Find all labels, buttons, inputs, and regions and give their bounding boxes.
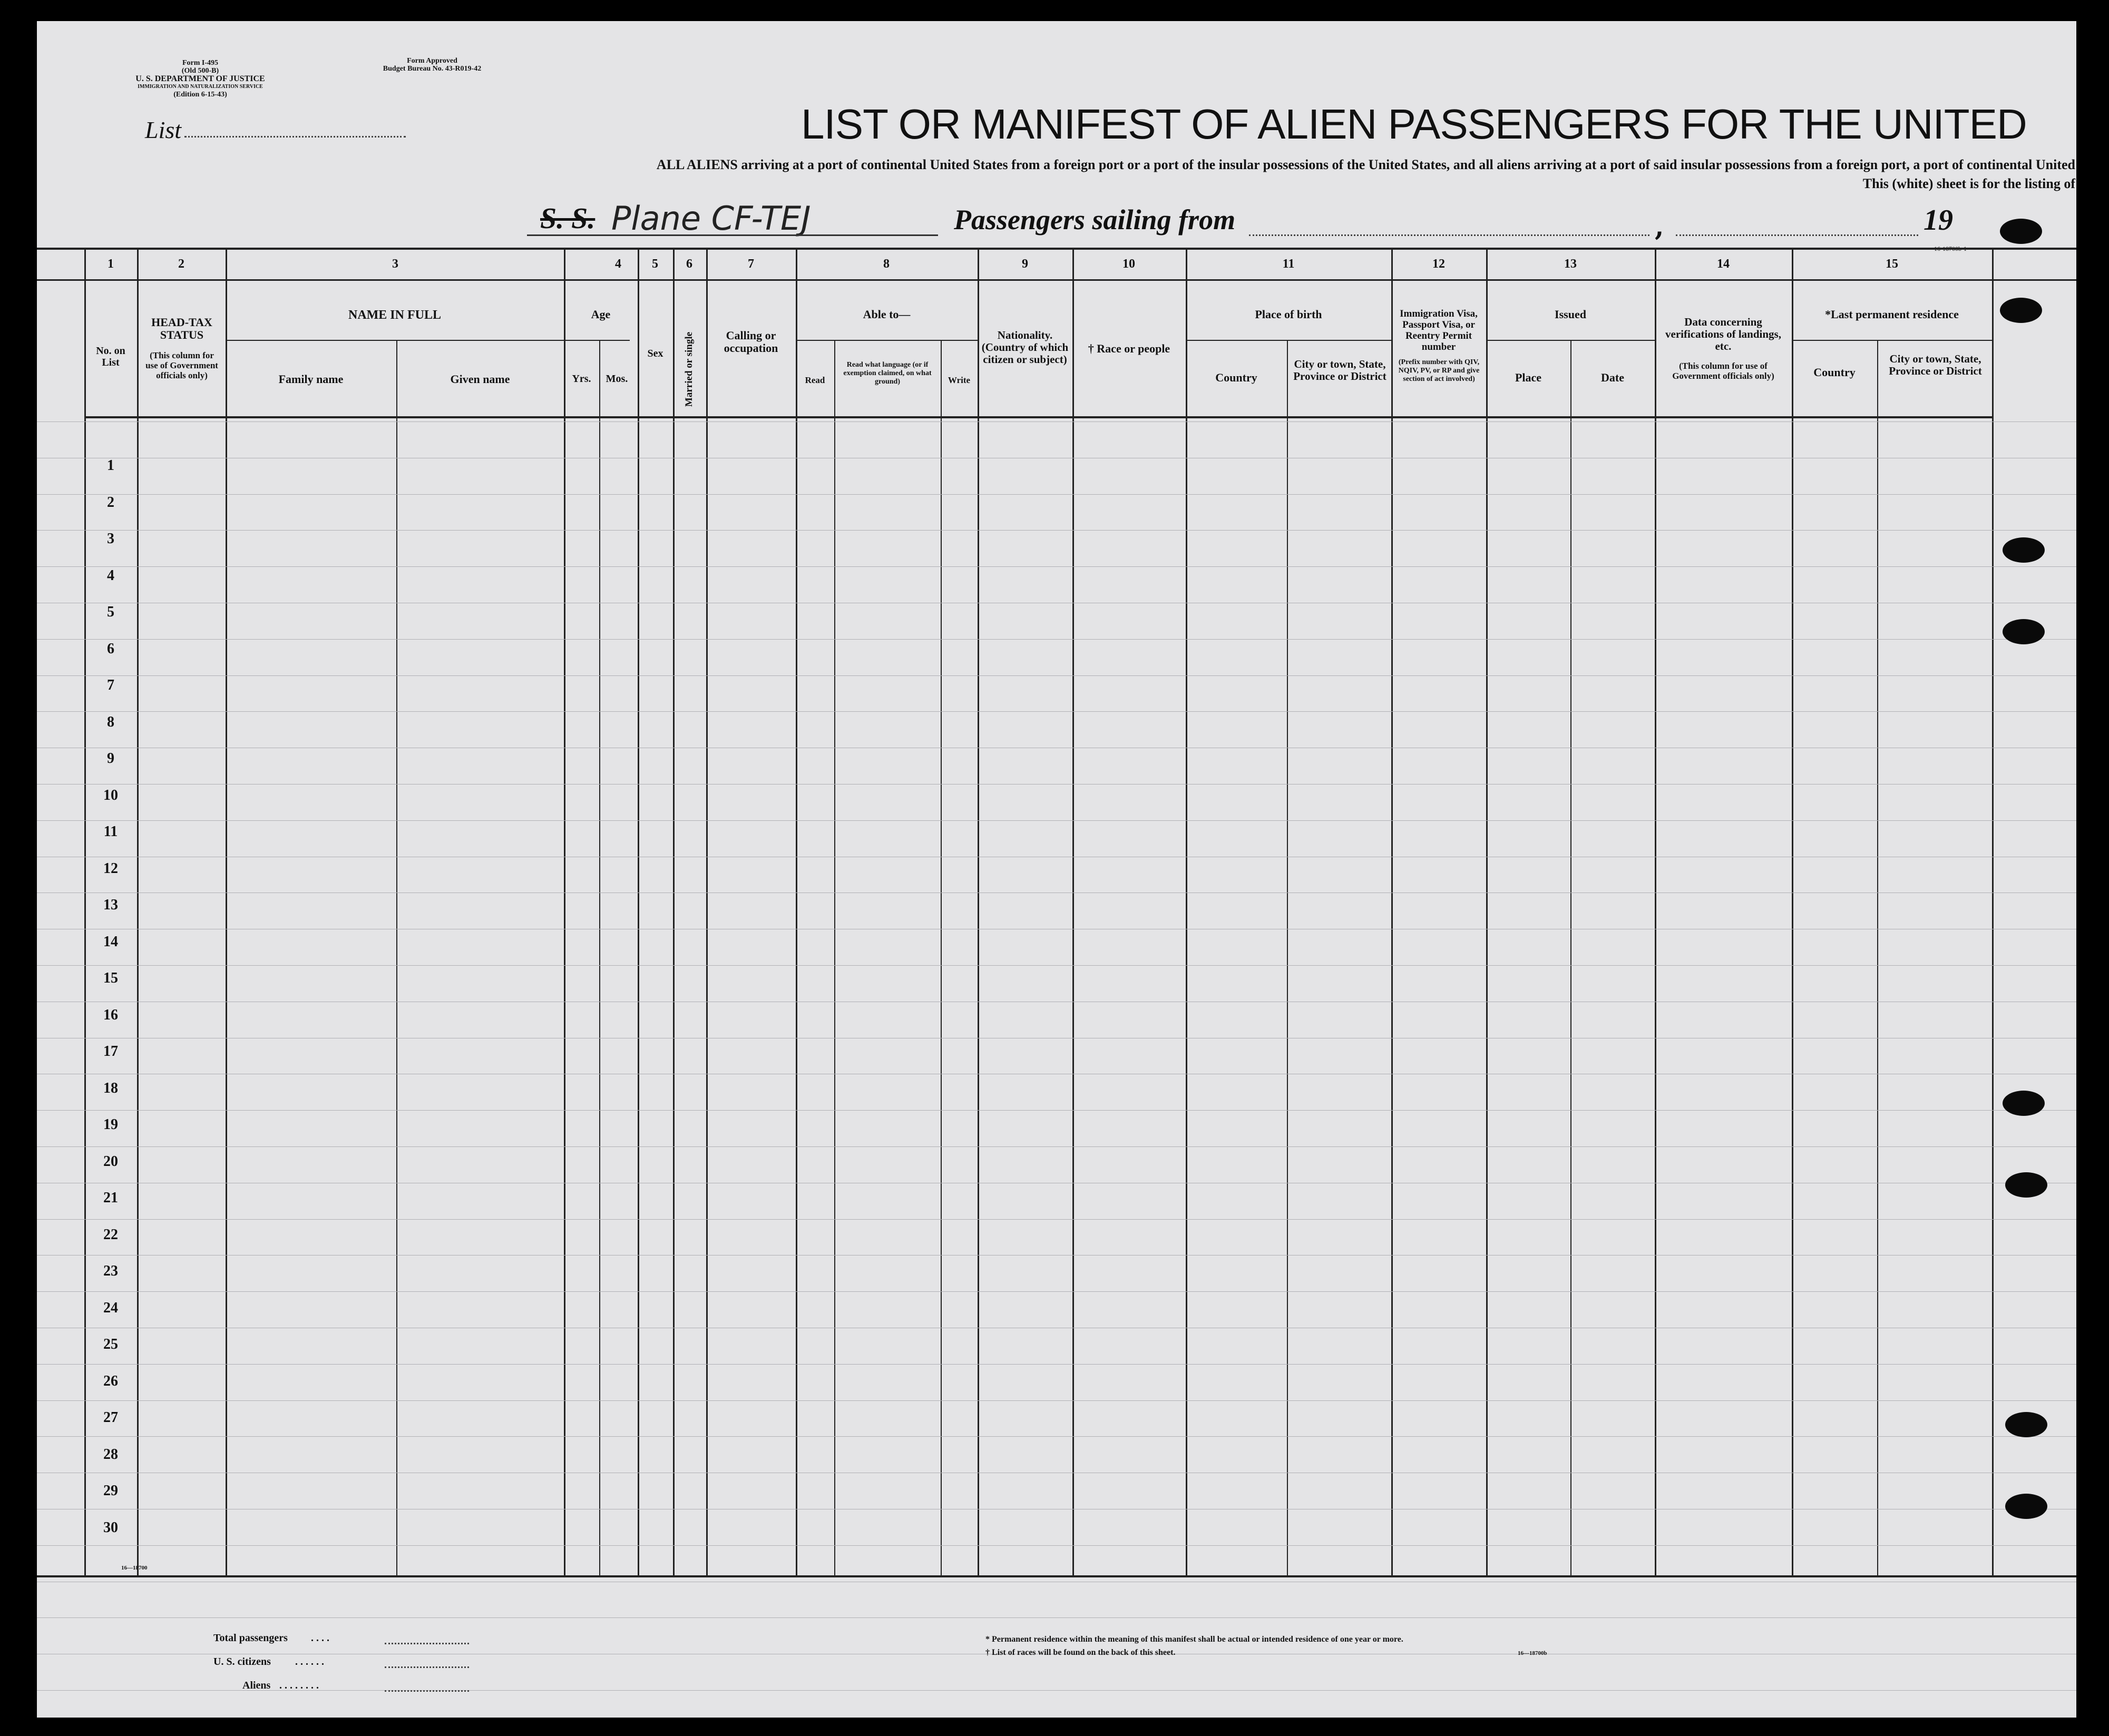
row-number: 18 (103, 1080, 118, 1096)
header-pob-country: Country (1215, 371, 1257, 384)
approval-info (364, 57, 501, 73)
page-title: LIST OR MANIFEST OF ALIEN PASSENGERS FOR THE UNITED (801, 101, 2027, 148)
sailing-from-field[interactable] (1249, 234, 1649, 236)
row-number: 9 (107, 750, 114, 767)
vessel-name-handwritten[interactable]: Plane CF-TEJ (611, 199, 811, 238)
row-number: 7 (107, 677, 114, 693)
manifest-sheet (37, 21, 2076, 1718)
colnum-bottom-border (37, 279, 2076, 281)
budget-text: Budget Bureau No. 43-R019-42 (383, 65, 482, 73)
us-citizens-field[interactable] (385, 1666, 469, 1668)
ruled-line (37, 1545, 2076, 1546)
header-data-concerning: Data concerning verifications of landings, etc. (1665, 316, 1781, 352)
subcolumn-divider (941, 340, 942, 1575)
row-number: 3 (107, 531, 114, 547)
ruled-line (37, 530, 2076, 531)
header-top-border (37, 248, 2076, 250)
total-passengers-label: Total passengers (213, 1632, 288, 1644)
footnote-residence: * Permanent residence within the meaning of this manifest shall be actual or intended residence of one year or more. (985, 1635, 1403, 1644)
row-number: 22 (103, 1226, 118, 1243)
column-divider (564, 248, 565, 1575)
pob-sub-line (1186, 340, 1391, 341)
ruled-line (37, 421, 2076, 422)
header-last-residence: *Last permanent residence (1825, 308, 1959, 321)
bottom-code: 16—18700 (121, 1565, 148, 1571)
header-bottom-border (84, 416, 1992, 418)
row-number: 24 (103, 1299, 118, 1316)
lr-sub-line (1792, 340, 1992, 341)
header-issued: Issued (1555, 308, 1586, 321)
table-bottom-border (37, 1575, 2076, 1577)
punch-hole-2 (2000, 298, 2042, 323)
punch-hole-3 (2003, 537, 2045, 563)
able-sub-line (796, 340, 978, 341)
aliens-field[interactable] (385, 1690, 469, 1692)
dots-3: . . . . . . . . (279, 1680, 319, 1691)
header-head-tax: HEAD-TAX STATUS (151, 316, 212, 341)
subcolumn-divider (1570, 340, 1571, 1575)
header-able-to: Able to— (863, 308, 911, 321)
column-number: 8 (883, 257, 890, 271)
ruled-line (37, 711, 2076, 712)
row-number: 13 (103, 897, 118, 913)
header-issued-place: Place (1515, 371, 1542, 384)
row-number: 4 (107, 567, 114, 584)
column-divider (1391, 248, 1393, 1575)
column-divider (638, 248, 639, 1575)
row-number: 12 (103, 860, 118, 877)
vessel-line (527, 234, 938, 236)
dots-2: . . . . . . (295, 1656, 324, 1668)
subcolumn-divider (599, 340, 600, 1575)
ruled-line (37, 639, 2076, 640)
row-number: 8 (107, 713, 114, 730)
ruled-line (37, 1400, 2076, 1401)
row-number: 10 (103, 787, 118, 803)
aliens-label: Aliens (242, 1680, 271, 1691)
ruled-line (37, 1617, 2076, 1618)
column-number: 5 (652, 257, 658, 271)
form-info (121, 59, 279, 99)
header-read: Read (805, 375, 825, 385)
dots-1: . . . . (311, 1632, 329, 1644)
approval-text: Form Approved (407, 57, 457, 65)
column-number: 6 (686, 257, 692, 271)
header-given-name: Given name (450, 372, 510, 386)
ruled-line (37, 1436, 2076, 1437)
row-number: 21 (103, 1190, 118, 1206)
footer-code: 16—18700b (1518, 1650, 1547, 1656)
edition: (Edition 6-15-43) (173, 91, 227, 99)
row-number: 20 (103, 1153, 118, 1170)
sailing-label: Passengers sailing from (954, 204, 1236, 236)
ruled-line (37, 1291, 2076, 1292)
ruled-line (37, 675, 2076, 676)
ruled-line (37, 892, 2076, 893)
footnote-races: † List of races will be found on the back of this sheet. (985, 1648, 1176, 1657)
row-number: 2 (107, 494, 114, 511)
row-number: 23 (103, 1263, 118, 1279)
subcolumn-divider (396, 340, 397, 1575)
form-number: Form I-495 (182, 59, 219, 67)
row-number: 17 (103, 1043, 118, 1060)
column-divider (796, 248, 797, 1575)
ss-printed: S. S. (540, 202, 595, 235)
column-number: 9 (1022, 257, 1028, 271)
header-calling: Calling or occupation (724, 329, 778, 355)
ruled-line (37, 1110, 2076, 1111)
column-divider (1486, 248, 1488, 1575)
column-divider (1072, 248, 1074, 1575)
header-sex: Sex (647, 348, 663, 359)
column-divider (1792, 248, 1793, 1575)
name-sub-line (226, 340, 564, 341)
punch-hole-5 (2003, 1091, 2045, 1116)
row-number: 30 (103, 1519, 118, 1536)
header-married: Married or single (684, 331, 695, 407)
year-prefix: 19 (1924, 204, 1953, 237)
comma-1: , (1655, 211, 1664, 242)
column-number: 13 (1564, 257, 1577, 271)
column-number: 4 (615, 257, 621, 271)
column-number: 2 (178, 257, 184, 271)
list-label: List (145, 116, 182, 143)
row-number: 27 (103, 1409, 118, 1426)
row-number: 11 (103, 823, 118, 840)
column-number: 12 (1432, 257, 1445, 271)
list-number-field[interactable] (184, 136, 406, 138)
column-number: 15 (1886, 257, 1898, 271)
row-number: 1 (107, 457, 114, 474)
header-lr-city: City or town, State, Province or District (1889, 352, 1982, 377)
ruled-line (37, 1255, 2076, 1256)
us-citizens-label: U. S. citizens (213, 1656, 271, 1668)
column-divider (226, 248, 227, 1575)
punch-hole-1 (2000, 219, 2042, 244)
row-number: 6 (107, 640, 114, 657)
header-write: Write (948, 375, 971, 385)
age-sub-line (564, 340, 630, 341)
subcolumn-divider (1877, 340, 1878, 1575)
subcolumn-divider (1287, 340, 1288, 1575)
ruled-line (37, 1219, 2076, 1220)
row-number: 29 (103, 1483, 118, 1499)
header-visa-note: (Prefix number with QIV, NQIV, PV, or RP and give section of act involved) (1398, 358, 1480, 383)
row-number: 25 (103, 1336, 118, 1352)
ruled-line (37, 494, 2076, 495)
subcolumn-divider (834, 340, 835, 1575)
ruled-line (37, 1690, 2076, 1691)
column-divider (1992, 248, 1994, 1575)
column-divider (1186, 248, 1187, 1575)
column-number: 3 (392, 257, 398, 271)
row-number: 5 (107, 604, 114, 620)
row-number: 26 (103, 1372, 118, 1389)
department: U. S. DEPARTMENT OF JUSTICE (135, 74, 265, 83)
header-data-note: (This column for use of Government officials only) (1672, 361, 1774, 381)
header-age: Age (591, 308, 611, 321)
column-divider (1655, 248, 1656, 1575)
punch-hole-8 (2005, 1494, 2047, 1519)
header-read-language: Read what language (or if exemption claimed, on what ground) (843, 361, 932, 386)
header-issued-date: Date (1601, 371, 1624, 384)
date-field[interactable] (1676, 234, 1918, 236)
header-pob-city: City or town, State, Province or District (1293, 358, 1387, 382)
column-number: 10 (1122, 257, 1135, 271)
ruled-line (37, 820, 2076, 821)
ruled-line (37, 965, 2076, 966)
column-number: 1 (108, 257, 114, 271)
row-number: 14 (103, 933, 118, 950)
old-number: (Old 500-B) (181, 67, 219, 75)
subtitle-line-1: ALL ALIENS arriving at a port of continental United States from a foreign port or a port of the insular possessions of the United States, and all aliens arriving at a port of said insular possessions from a foreign port, a port of continental United (656, 157, 2075, 172)
header-nationality: Nationality. (Country of which citizen or subject) (981, 329, 1069, 366)
column-divider (673, 248, 675, 1575)
column-divider (137, 248, 139, 1575)
row-number: 15 (103, 970, 118, 986)
column-number: 7 (748, 257, 754, 271)
punch-hole-6 (2005, 1172, 2047, 1198)
ruled-line (37, 1364, 2076, 1365)
total-passengers-field[interactable] (385, 1643, 469, 1644)
header-name-in-full: NAME IN FULL (348, 308, 441, 322)
header-yrs: Yrs. (572, 373, 591, 385)
punch-hole-7 (2005, 1412, 2047, 1437)
left-table-border (84, 248, 86, 1575)
column-divider (978, 248, 979, 1575)
column-number: 14 (1717, 257, 1730, 271)
service: IMMIGRATION AND NATURALIZATION SERVICE (138, 84, 263, 90)
header-immigration-visa: Immigration Visa, Passport Visa, or Reentry Permit number (1400, 308, 1478, 352)
header-race: † Race or people (1088, 342, 1170, 355)
header-mos: Mos. (606, 373, 628, 385)
header-place-of-birth: Place of birth (1255, 308, 1322, 321)
ruled-line (37, 1146, 2076, 1147)
row-number: 28 (103, 1446, 118, 1463)
ruled-line (37, 566, 2076, 567)
punch-hole-4 (2003, 619, 2045, 644)
row-number: 16 (103, 1006, 118, 1023)
header-family-name: Family name (278, 372, 344, 386)
column-divider (706, 248, 708, 1575)
column-number: 11 (1282, 257, 1295, 271)
header-head-tax-note: (This column for use of Government officials only) (145, 350, 218, 380)
header-no-on-list: No. on List (96, 345, 125, 368)
subtitle-line-2: This (white) sheet is for the listing of (1862, 176, 2075, 191)
header-lr-country: Country (1813, 366, 1856, 379)
row-number: 19 (103, 1116, 118, 1133)
